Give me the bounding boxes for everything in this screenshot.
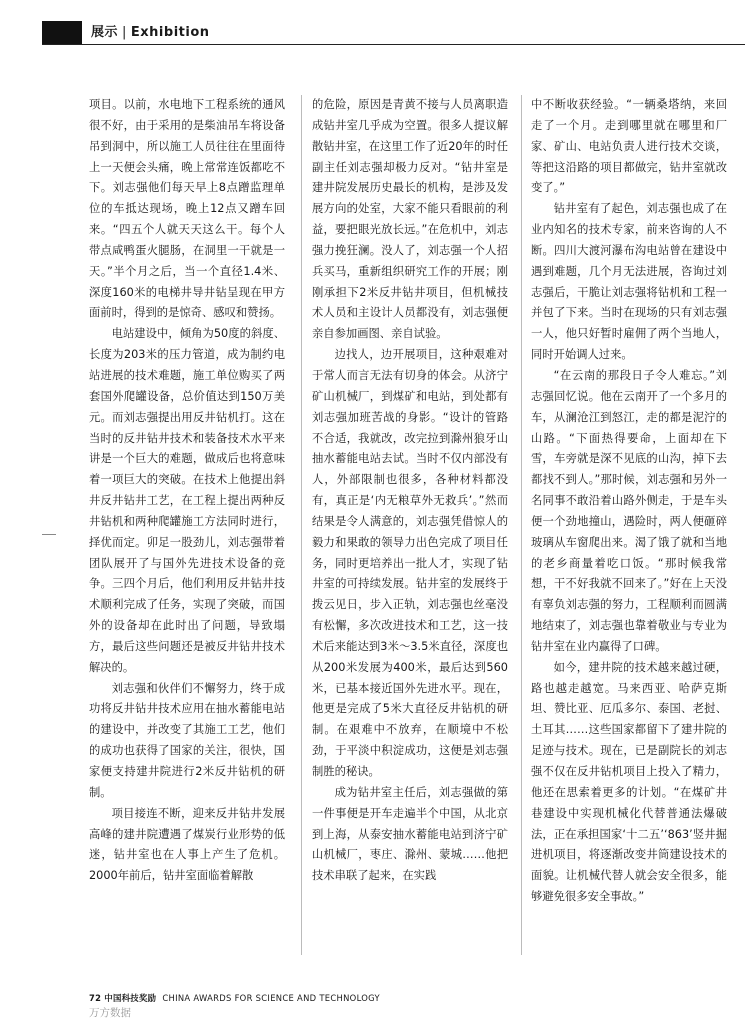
article-column-1 [89, 95, 285, 887]
section-header [91, 22, 210, 44]
paragraph: 项目。以前，水电地下工程系统的通风很不好，由于采用的是柴油吊车将设备吊到洞中，所以施工人员往往在里面待上一天便会头痛，晚上常常连饭都吃不下。刘志强他们每天早上8点蹭监理单位的车抵达现场，晚上12点又蹭车回来。“四五个人就天天这么干。每个人带点咸鸭蛋火腿肠，在洞里一干就是一天。”半个月之后，当一个直径1.4米、深度160米的电梯井导井钻呈现在甲方面前时，得到的是惊奇、感叹和赞扬。 [89, 98, 285, 320]
section-title-cn: 展示 [91, 25, 119, 40]
paragraph: 如今，建井院的技术越来越过硬，路也越走越宽。马来西亚、哈萨克斯坦、赞比亚、厄瓜多尔、泰国、老挝、土耳其……这些国家都留下了建井院的足迹与技术。现在，已是副院长的刘志强不仅在反井钻机项目上投入了精力，他还在思索着更多的计划。“在煤矿井巷建设中实现机械化代替普通法爆破法，正在承担国家‘十二五’‘863’竖井掘进机项目，将逐渐改变井筒建设技术的面貌。让机械代替人就会安全很多，能够避免很多安全事故。” [531, 660, 727, 904]
paragraph: “在云南的那段日子令人难忘。”刘志强回忆说。他在云南开了一个多月的车，从澜沧江到怒江，走的都是泥泞的山路。“下面热得要命，上面却在下雪，车旁就是深不见底的山沟，掉下去都找不到人。”那时候，刘志强和另外一名同事不敢沿着山路外侧走，于是车头便一个劲地撞山，遇险时，两人便砸碎玻璃从车窗爬出来。渴了饿了就和当地的老乡商量着吃口饭。“那时候我常想，干不好我就不回来了。”好在上天没有辜负刘志强的努力，工程顺利而圆满地结束了，刘志强也靠着敬业与专业为钻井室在业内赢得了口碑。 [531, 368, 727, 653]
column-divider [521, 95, 522, 955]
watermark: 万方数据 [89, 1007, 131, 1019]
paragraph: 电站建设中，倾角为50度的斜度、长度为203米的压力管道，成为制约电站进展的技术难题，施工单位购买了两套国外爬罐设备，总价值达到150万美元。而刘志强提出用反井钻机打。这在当时的反井钻井技术和装备技术水平来讲是一个巨大的难题，做成后也将意味着一项巨大的突破。在技术上他提出斜井反井钻井工艺，在工程上提出两种反井钻机和两种爬罐施工方法同时进行，择优而定。卯足一股劲儿，刘志强带着团队展开了与国外先进技术设备的竞争。三四个月后，他们利用反井钻井技术顺利完成了任务，实现了突破，而国外的设备却在此时出了问题，导致塌方，最后这些问题还是被反井钻井技术解决的。 [89, 327, 285, 674]
paragraph: 钻井室有了起色，刘志强也成了在业内知名的技术专家，前来咨询的人不断。四川大渡河瀑布沟电站曾在建设中遇到难题，几个月无法进展，咨询过刘志强后，干脆让刘志强将钻机和工程一并包了下来。当时在现场的只有刘志强一人，他只好暂时雇佣了两个当地人，同时开始调人过来。 [531, 202, 727, 362]
paragraph: 刘志强和伙伴们不懈努力，终于成功将反井钻井技术应用在抽水蓄能电站的建设中，并改变了其施工工艺，他们的成功也获得了国家的关注，很快，国家便支持建井院进行2米反井钻机的研制。 [89, 681, 285, 799]
page-number: 72 [89, 993, 102, 1003]
header-black-bar [42, 21, 82, 45]
paragraph: 中不断收获经验。“一辆桑塔纳，来回走了一个月。走到哪里就在哪里和厂家、矿山、电站负责人进行技术交谈，等把这沿路的项目都做完，钻井室就改变了。” [531, 98, 727, 195]
article-column-2 [312, 95, 508, 887]
article-column-3 [531, 95, 727, 908]
paragraph: 的危险，原因是青黄不接与人员离职造成钻井室几乎成为空置。很多人提议解散钻井室，在这里工作了近20年的时任副主任刘志强却极力反对。“钻井室是建井院发展历史最长的机构，是涉及发展方向的处室，大家不能只看眼前的利益，要把眼光放长远。”在危机中，刘志强力挽狂澜。没人了，刘志强一个人招兵买马，重新组织研究工作的开展；刚刚承担下2米反井钻井项目，但机械技术人员和主设计人员都没有，刘志强便亲自参加画图、亲自试验。 [312, 98, 508, 341]
paragraph: 项目接连不断，迎来反井钻井发展高峰的建井院遭遇了煤炭行业形势的低迷，钻井室也在人事上产生了危机。2000年前后，钻井室面临着解散 [89, 806, 285, 883]
column-divider [301, 95, 302, 955]
section-separator: | [122, 25, 127, 40]
paragraph: 边找人，边开展项目，这种艰难对于常人而言无法有切身的体会。从济宁矿山机械厂，到煤矿和电站，到处都有刘志强加班苦战的身影。“设计的管路不合适，我就改，改完拉到滁州狼牙山抽水蓄能电站去试。当时不仅内部没有人，外部限制也很多，各种材料都没有，真正是‘内无粮草外无救兵’。”然而结果是令人满意的，刘志强凭借惊人的毅力和果敢的领导力出色完成了项目任务，同时更培养出一批人才，实现了钻井室的可持续发展。钻井室的发展终于拨云见日，步入正轨，刘志强也丝毫没有松懈，多次改进技术和工艺，这一技术后来能达到3米～3.5米直径，深度也从200米发展为400米，最后达到560米，已基本接近国外先进水平。现在，他更是完成了5米大直径反井钻机的研制。在艰难中不放弃，在顺境中不松劲，于平淡中积淀成功，这便是刘志强制胜的秘诀。 [312, 348, 508, 778]
header-rule [42, 44, 745, 45]
section-title-en: Exhibition [130, 25, 210, 40]
paragraph: 成为钻井室主任后，刘志强做的第一件事便是开车走遍半个中国，从北京到上海，从泰安抽水蓄能电站到济宁矿山机械厂，枣庄、滁州、蒙城……他把技术串联了起来，在实践 [312, 785, 508, 883]
publication-name-cn: 中国科技奖励 [104, 993, 157, 1003]
page-footer [89, 992, 380, 1004]
publication-name-en: CHINA AWARDS FOR SCIENCE AND TECHNOLOGY [162, 993, 380, 1003]
margin-mark [42, 534, 56, 535]
